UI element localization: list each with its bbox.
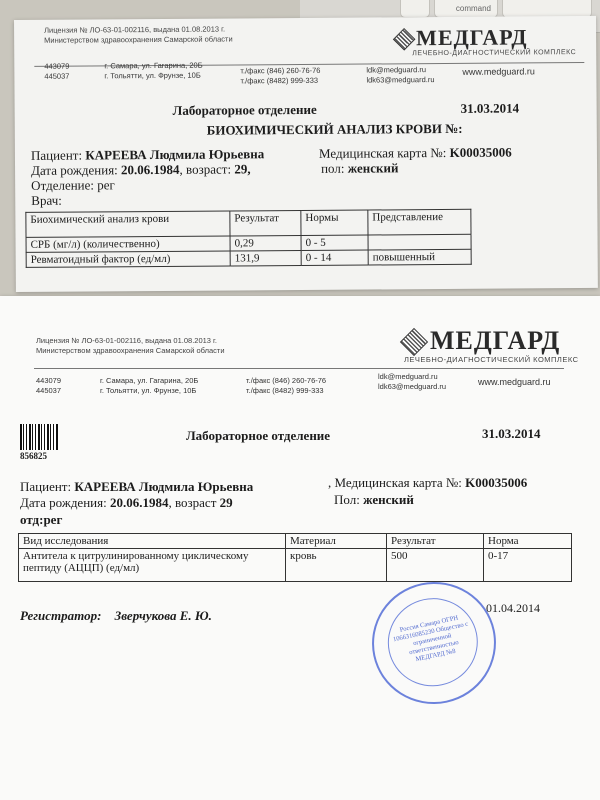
registrar-name: Зверчукова Е. Ю. xyxy=(114,608,212,623)
license-line: Лицензия № ЛО-63-01-002116, выдана 01.08.2013 г. xyxy=(36,336,217,345)
patient-line: Пациент: КАРЕЕВА Людмила Юрьевна xyxy=(30,146,265,163)
age-value: 29 xyxy=(219,495,233,510)
age-value: 29, xyxy=(234,161,251,177)
website: www.medguard.ru xyxy=(478,377,551,387)
test-material: кровь xyxy=(286,549,387,582)
dob-line: Дата рождения: 20.06.1984, возраст 29 xyxy=(20,495,233,510)
patient-name: КАРЕЕВА Людмила Юрьевна xyxy=(74,479,254,494)
dob-value: 20.06.1984 xyxy=(120,161,180,178)
table-row xyxy=(19,549,572,582)
report-date: 31.03.2014 xyxy=(482,426,541,441)
sex-value: женский xyxy=(347,160,399,176)
sex-line: Пол: женский xyxy=(334,492,414,507)
license-line: Лицензия № ЛО-63-01-002116, выдана 01.08.2013 г. xyxy=(44,24,226,35)
table-header-cell: Нормы xyxy=(301,210,368,235)
dept-line: отд:рег xyxy=(20,512,63,527)
address: г. Тольятти, ул. Фрунзе, 10Б xyxy=(104,70,201,81)
table-header-cell: Представление xyxy=(368,209,471,235)
logo-name: МЕДГАРД xyxy=(416,24,528,51)
test-result: 131,9 xyxy=(230,251,301,266)
sex-value: женский xyxy=(363,492,414,507)
signature-date: 01.04.2014 xyxy=(486,601,540,615)
logo-name: МЕДГАРД xyxy=(430,326,561,355)
phone: т./факс (846) 260-76-76 xyxy=(246,376,327,385)
patient-name: КАРЕЕВА Людмила Юрьевна xyxy=(85,146,265,163)
address: г. Самара, ул. Гагарина, 20Б xyxy=(104,60,203,71)
department-title: Лабораторное отделение xyxy=(172,101,317,118)
table-header-row xyxy=(26,209,471,237)
phone: т./факс (846) 260-76-76 xyxy=(240,65,321,76)
table-header-cell: Биохимический анализ крови xyxy=(26,211,230,237)
card-number: K00035006 xyxy=(465,475,528,490)
card-number: K00035006 xyxy=(449,144,512,160)
license-line: Министерством здравоохранения Самарской области xyxy=(36,346,225,355)
phone: т./факс (8482) 999-333 xyxy=(240,75,319,86)
test-note: повышенный xyxy=(368,249,471,265)
email: ldk@medguard.ru xyxy=(378,372,438,381)
keyboard-key xyxy=(400,0,430,18)
email: ldk@medguard.ru xyxy=(366,65,427,75)
test-result: 0,29 xyxy=(230,236,301,251)
test-name: Ревматоидный фактор (ед/мл) xyxy=(26,251,230,267)
test-norm: 0 - 14 xyxy=(301,250,368,265)
barcode-number: 856825 xyxy=(20,451,47,461)
card-line: , Медицинская карта №: K00035006 xyxy=(328,475,528,490)
department-line: Отделение: рег xyxy=(31,177,115,193)
report-date: 31.03.2014 xyxy=(460,100,520,116)
patient-line: Пациент: КАРЕЕВА Людмила Юрьевна xyxy=(20,479,254,494)
medguard-logo-icon xyxy=(393,28,416,51)
test-norm: 0 - 5 xyxy=(301,235,368,250)
card-line: Медицинская карта №: K00035006 xyxy=(318,144,512,161)
report-title: БИОХИМИЧЕСКИЙ АНАЛИЗ КРОВИ №: xyxy=(206,120,463,138)
dob-line: Дата рождения: 20.06.1984, возраст: 29, xyxy=(30,161,251,178)
website: www.medguard.ru xyxy=(462,66,535,77)
doctor-line: Врач: xyxy=(31,192,62,208)
keyboard-key-command: command xyxy=(434,0,498,18)
zip-code: 443079 xyxy=(44,61,70,71)
license-line: Министерством здравоохранения Самарской области xyxy=(44,34,233,45)
report-sheet-biochemistry xyxy=(14,16,598,292)
zip-code: 445037 xyxy=(44,71,70,81)
logo-subtitle: ЛЕЧЕБНО-ДИАГНОСТИЧЕСКИЙ КОМПЛЕКС xyxy=(412,49,577,58)
table-row xyxy=(26,249,471,267)
test-name: СРБ (мг/л) (количественно) xyxy=(26,236,230,252)
table-header-cell: Результат xyxy=(387,534,484,549)
address: г. Самара, ул. Гагарина, 20Б xyxy=(100,376,199,385)
address: г. Тольятти, ул. Фрунзе, 10Б xyxy=(100,386,197,395)
dob-value: 20.06.1984 xyxy=(109,495,169,510)
accp-table xyxy=(18,533,572,582)
zip-code: 443079 xyxy=(36,376,62,385)
logo-subtitle: ЛЕЧЕБНО-ДИАГНОСТИЧЕСКИЙ КОМПЛЕКС xyxy=(404,355,579,364)
table-header-cell: Материал xyxy=(286,534,387,549)
stamp-text: Россия Самара ОГРН 1066316085230 Общество с ограниченной ответственностью МЕДГАРД №8 xyxy=(392,614,469,664)
test-norm: 0-17 xyxy=(484,549,572,582)
test-result: 500 xyxy=(387,549,484,582)
zip-code: 445037 xyxy=(36,386,62,395)
test-name: Антитела к цитрулинированному циклическому пептиду (АЦЦП) (ед/мл) xyxy=(19,549,286,582)
test-note xyxy=(368,234,471,250)
email: ldk63@medguard.ru xyxy=(378,382,447,391)
barcode-icon xyxy=(20,424,58,450)
phone: т./факс (8482) 999-333 xyxy=(246,386,324,395)
biochemistry-table xyxy=(25,209,471,268)
table-header-row xyxy=(19,534,572,549)
table-header-cell: Норма xyxy=(484,534,572,549)
registrar-line: Регистратор: Зверчукова Е. Ю. xyxy=(20,608,212,623)
email: ldk63@medguard.ru xyxy=(366,75,435,85)
header-rule xyxy=(34,368,564,369)
table-header-cell: Вид исследования xyxy=(19,534,286,549)
table-header-cell: Результат xyxy=(230,211,301,236)
department-title: Лабораторное отделение xyxy=(186,428,331,443)
sex-line: пол: женский xyxy=(320,160,399,176)
